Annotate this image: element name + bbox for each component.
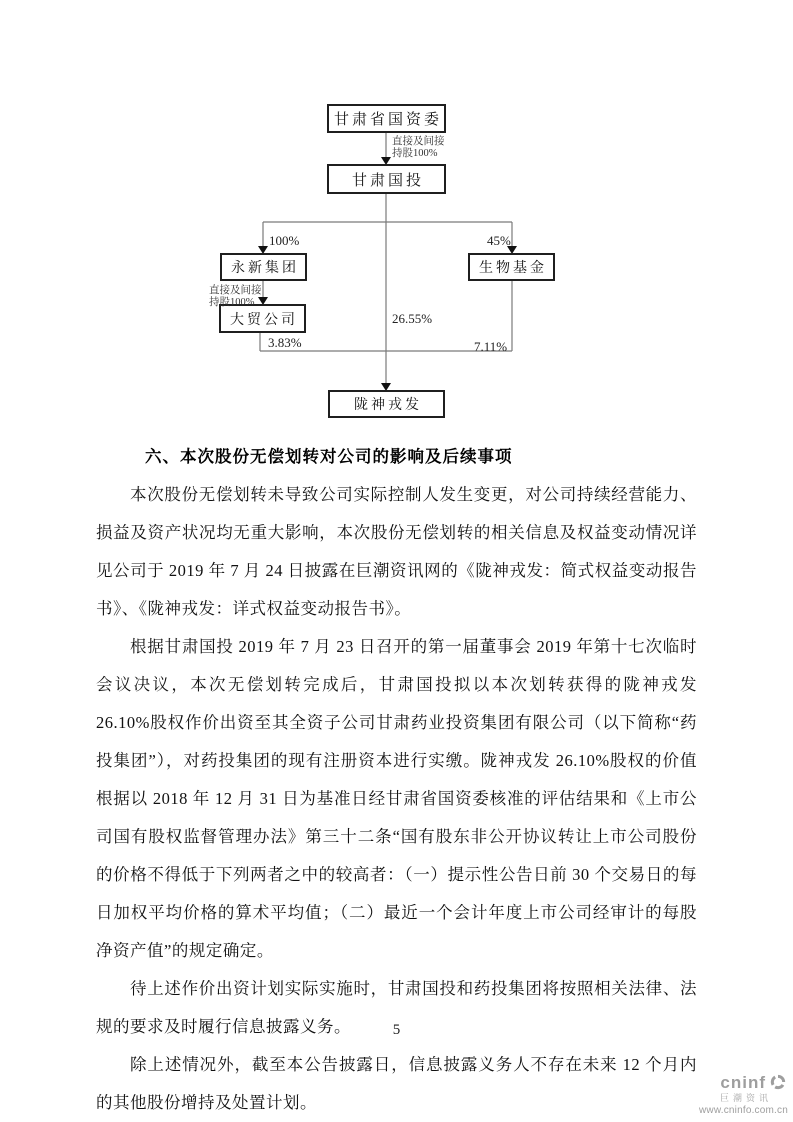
node-damao-company: 大贸公司 [219, 304, 306, 333]
node-gansu-sasac: 甘肃省国资委 [327, 104, 446, 133]
cninfo-brand-text: cninf [720, 1072, 766, 1092]
edge-label-holding-top-line2: 持股100% [392, 147, 438, 159]
paragraph-3: 待上述作价出资计划实际实施时，甘肃国投和药投集团将按照相关法律、法规的要求及时履行信息披露义务。 [96, 979, 697, 1036]
cninfo-chinese-name: 巨潮资讯 [719, 1093, 772, 1103]
node-gansu-guotou: 甘肃国投 [327, 164, 446, 194]
edge-label-pct-biofund-down: 7.11% [474, 339, 508, 354]
node-yongxin-group: 永新集团 [220, 253, 307, 281]
edge-label-holding-top-line1: 直接及间接 [392, 136, 445, 147]
document-body [96, 444, 697, 1122]
cninfo-url: www.cninfo.com.cn [699, 1105, 788, 1116]
edge-label-pct-yongxin: 100% [269, 233, 300, 248]
node-longshen-rongfa: 陇神戎发 [328, 390, 445, 418]
edge-label-pct-damao: 3.83% [268, 335, 302, 350]
edge-label-holding-left-line1: 直接及间接 [209, 285, 262, 296]
page-number: 5 [392, 1022, 401, 1038]
edge-label-pct-biofund: 45% [487, 233, 511, 248]
section-heading: 六、本次股份无偿划转对公司的影响及后续事项 [145, 447, 513, 466]
edge-label-pct-center: 26.55% [392, 311, 433, 326]
connector-lines [0, 0, 793, 430]
paragraph-1: 本次股份无偿划转未导致公司实际控制人发生变更，对公司持续经营能力、损益及资产状况均无重大影响，本次股份无偿划转的相关信息及权益变动情况详见公司于 2019 年 7 月 24 日披露在巨潮资讯网的《陇神戎发：简式权益变动报告书》、《陇神戎发：详式权益变动报告书》。 [96, 485, 697, 618]
node-bio-fund: 生物基金 [468, 253, 555, 281]
cninfo-logo [678, 1072, 788, 1116]
edge-label-holding-top [392, 136, 445, 159]
paragraph-4: 除上述情况外，截至本公告披露日，信息披露义务人不存在未来 12 个月内的其他股份增持及处置计划。 [96, 1055, 697, 1112]
edge-label-holding-left-line2: 持股100% [209, 296, 255, 308]
paragraph-2: 根据甘肃国投 2019 年 7 月 23 日召开的第一届董事会 2019 年第十七次临时会议决议，本次无偿划转完成后，甘肃国投拟以本次划转获得的陇神戎发 26.10%股权作价出资至其全资子公司甘肃药业投资集团有限公司（以下简称“药投集团”），对药投集团的现有注册资本进行实缴。陇神戎发 26.10%股权的价值根据以 2018 年 12 月 31 日为基准日经甘肃省国资委核准的评估结果和《上市公司国有股权监督管理办法》第三十二条“国有股东非公开协议转让上市公司股份的价格不得低于下列两者之中的较高者：（一）提示性公告日前 30 个交易日的每日加权平均价格的算术平均值；（二）最近一个会计年度上市公司经审计的每股净资产值”的规定确定。 [96, 637, 697, 960]
edge-label-holding-left [209, 285, 262, 308]
cninfo-swirl-icon [768, 1072, 788, 1092]
